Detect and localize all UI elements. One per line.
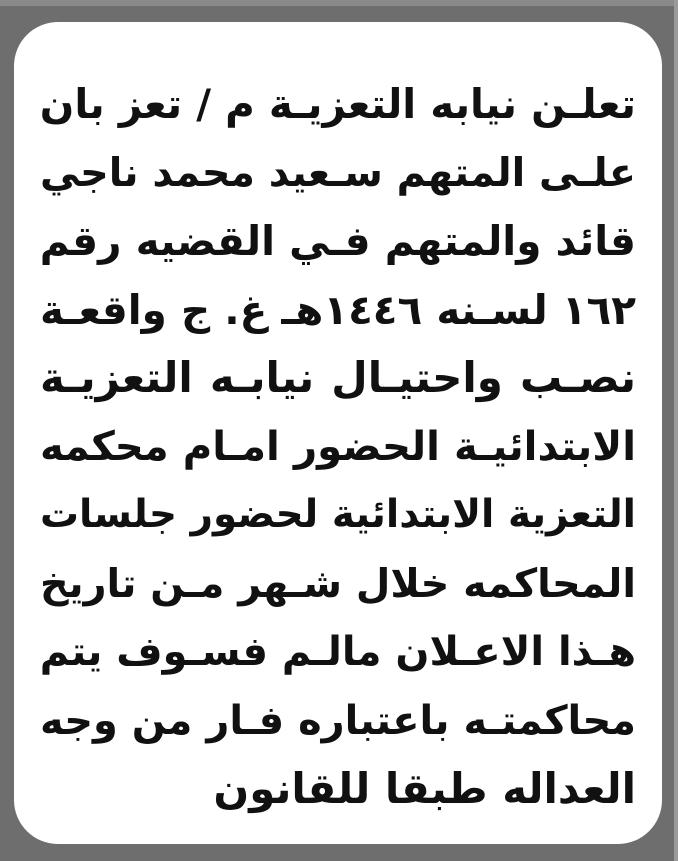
notice-line-11: العداله طبقا للقانون [213,764,636,813]
notice-card [14,22,662,844]
notice-line-2: علـى المتهم سـعيد محمد ناجي [40,149,636,196]
notice-line-5: نصـب واحتيـال نيابـه التعزيـة [40,353,636,402]
notice-line-7: التعزية الابتدائية لحضور جلسات [40,492,636,537]
notice-line-3: قائد والمتهم فـي القضيه رقم [39,217,636,265]
notice-text [40,70,636,824]
right-border [674,0,678,861]
notice-line-1: تعلـن نيابه التعزيـة م / تعز بان [39,80,636,128]
notice-line-9: هـذا الاعـلان مالـم فسـوف يتم [39,629,636,675]
top-border [0,0,678,6]
notice-line-8: المحاكمه خلال شـهر مـن تاريخ [40,560,636,607]
notice-line-10: محاكمتـه باعتباره فـار من وجه [40,697,636,744]
notice-line-6: الابتدائيـة الحضور امـام محكمه [40,423,636,470]
notice-line-4: ١٦٢ لسـنه ١٤٤٦هـ غ. ج واقعـة [40,285,636,334]
